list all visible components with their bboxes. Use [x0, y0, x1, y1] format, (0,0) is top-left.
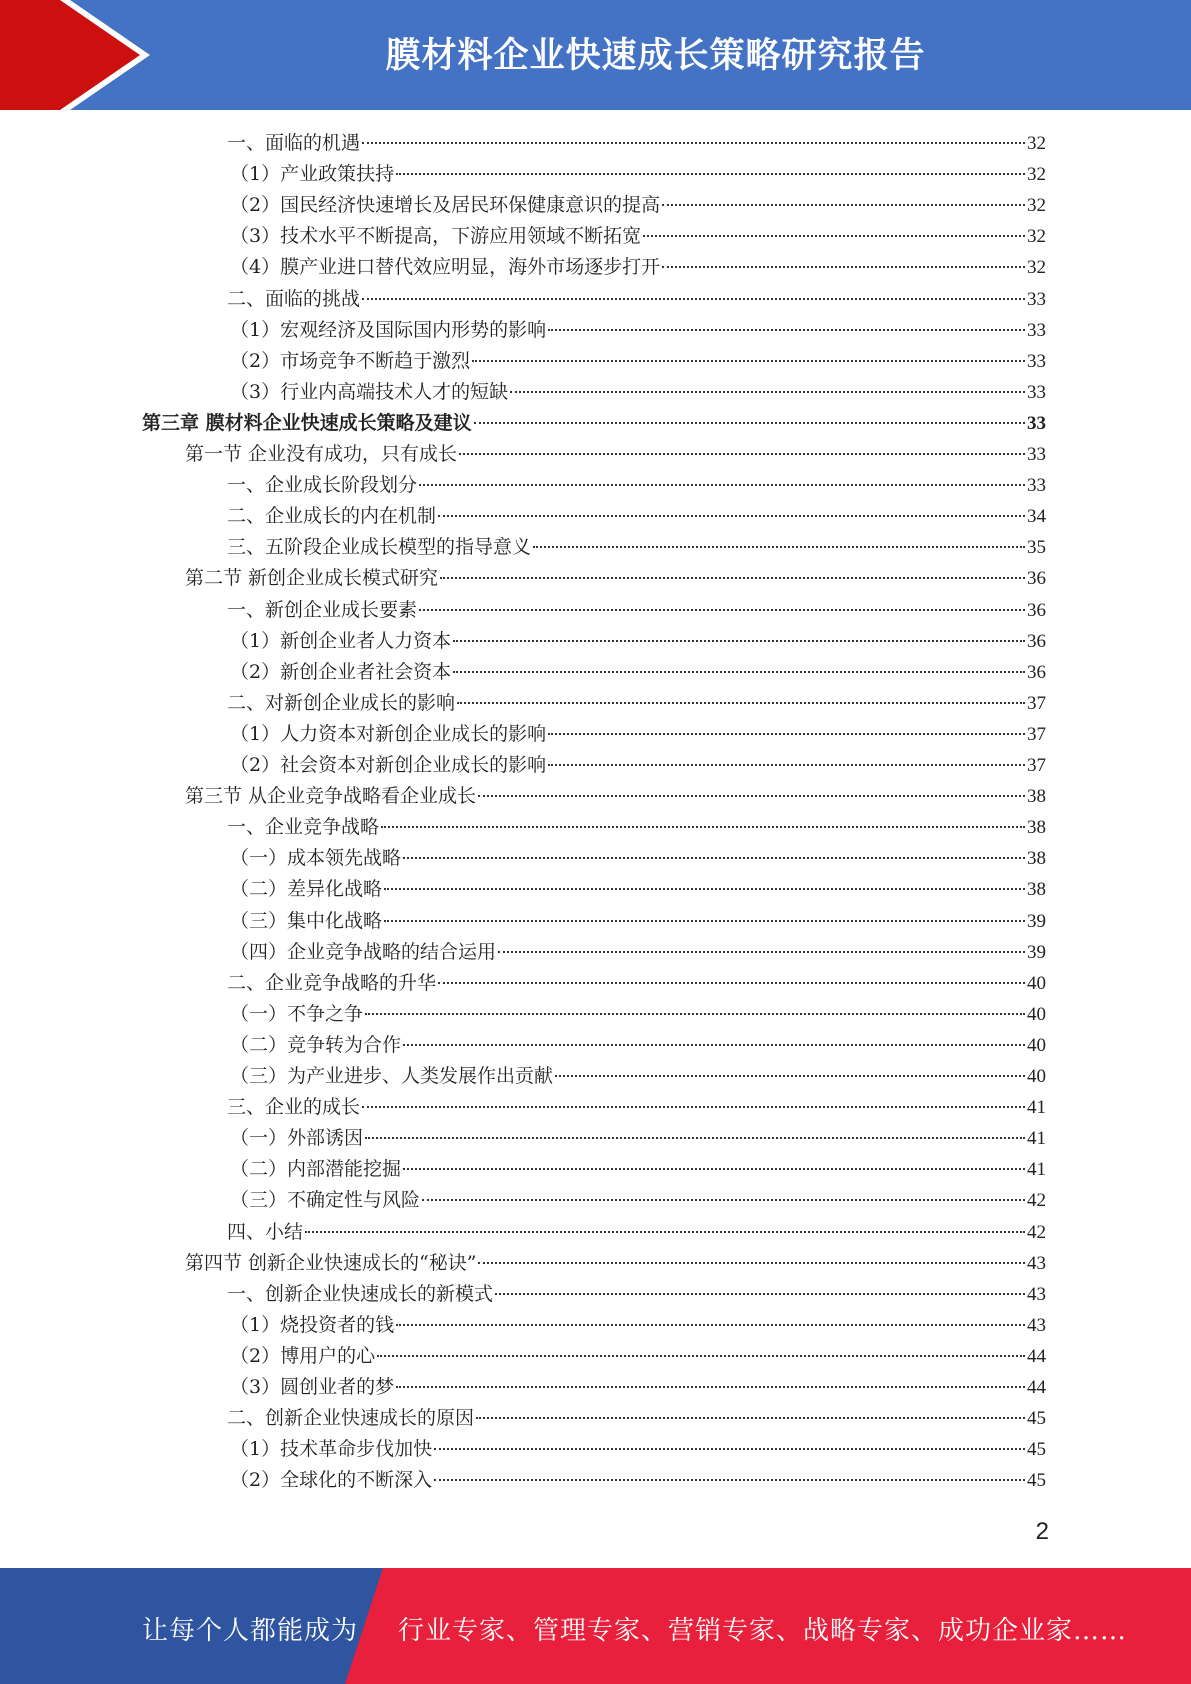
toc-entry-page: 45 — [1027, 1470, 1046, 1492]
toc-entry-label: （2）全球化的不断深入 — [230, 1469, 433, 1492]
toc-entry[interactable] — [227, 968, 1046, 999]
toc-entry-page: 33 — [1027, 319, 1046, 341]
toc-entry[interactable] — [230, 906, 1046, 937]
toc-leader-dots — [434, 1478, 1025, 1481]
toc-entry[interactable] — [230, 190, 1046, 221]
toc-entry[interactable] — [227, 1279, 1046, 1310]
toc-entry-label: 三、五阶段企业成长模型的指导意义 — [227, 536, 532, 559]
toc-entry[interactable] — [227, 128, 1046, 159]
toc-entry[interactable] — [142, 408, 1046, 439]
toc-entry[interactable] — [230, 1465, 1046, 1496]
toc-entry[interactable] — [227, 1217, 1046, 1248]
toc-leader-dots — [510, 390, 1025, 393]
toc-leader-dots — [662, 203, 1025, 206]
toc-entry[interactable] — [185, 781, 1046, 812]
toc-entry-page: 38 — [1027, 848, 1046, 870]
toc-entry-label: （1）产业政策扶持 — [230, 163, 395, 186]
toc-entry[interactable] — [230, 1030, 1046, 1061]
toc-entry-label: （二）差异化战略 — [230, 878, 383, 901]
toc-entry-label: （三）集中化战略 — [230, 909, 383, 932]
page-footer — [0, 1568, 1191, 1684]
page-header — [0, 0, 1191, 110]
toc-entry[interactable] — [185, 439, 1046, 470]
toc-entry-label: （1）技术革命步伐加快 — [230, 1438, 433, 1461]
toc-leader-dots — [478, 794, 1025, 797]
toc-entry-page: 33 — [1027, 475, 1046, 497]
toc-leader-dots — [533, 545, 1025, 548]
toc-leader-dots — [453, 670, 1025, 673]
toc-entry-label: 一、新创企业成长要素 — [227, 598, 418, 621]
toc-entry-label: （3）技术水平不断提高，下游应用领域不断拓宽 — [230, 225, 642, 248]
toc-entry[interactable] — [230, 626, 1046, 657]
toc-leader-dots — [555, 1074, 1025, 1077]
toc-entry[interactable] — [230, 159, 1046, 190]
toc-leader-dots — [643, 234, 1025, 237]
footer-slogan-right: 行业专家、管理专家、营销专家、战略专家、成功企业家…… — [398, 1616, 1128, 1646]
toc-leader-dots — [474, 421, 1025, 424]
page-number: 2 — [1035, 1518, 1049, 1545]
toc-entry-page: 33 — [1027, 381, 1046, 403]
toc-entry-page: 36 — [1027, 630, 1046, 652]
toc-entry-label: 一、企业竞争战略 — [227, 816, 380, 839]
toc-entry-page: 37 — [1027, 692, 1046, 714]
toc-entry-page: 32 — [1027, 226, 1046, 248]
toc-entry[interactable] — [230, 1154, 1046, 1185]
toc-entry[interactable] — [230, 1372, 1046, 1403]
toc-entry[interactable] — [227, 1403, 1046, 1434]
toc-entry-page: 39 — [1027, 910, 1046, 932]
toc-entry-label: （三）为产业进步、人类发展作出贡献 — [230, 1065, 554, 1087]
toc-entry-page: 37 — [1027, 755, 1046, 776]
toc-entry-label: （二）竞争转为合作 — [230, 1033, 402, 1056]
toc-leader-dots — [403, 856, 1025, 859]
toc-leader-dots — [548, 328, 1025, 331]
toc-entry-label: （三）不确定性与风险 — [230, 1189, 421, 1212]
toc-entry-page: 33 — [1027, 412, 1046, 434]
header-chevron-icon — [0, 0, 160, 110]
toc-entry-label: （一）成本领先战略 — [230, 847, 402, 870]
toc-entry[interactable] — [230, 1310, 1046, 1341]
toc-entry-label: （一）不争之争 — [230, 1002, 364, 1025]
toc-entry-label: 第三章 膜材料企业快速成长策略及建议 — [142, 411, 472, 434]
toc-entry[interactable] — [230, 750, 1046, 781]
toc-entry[interactable] — [185, 563, 1046, 594]
toc-entry-label: （4）膜产业进口替代效应明显，海外市场逐步打开 — [230, 256, 661, 279]
toc-entry-page: 33 — [1027, 444, 1046, 465]
toc-leader-dots — [438, 514, 1025, 517]
toc-entry-label: 一、面临的机遇 — [227, 132, 361, 154]
toc-leader-dots — [457, 701, 1025, 704]
toc-leader-dots — [438, 981, 1025, 984]
toc-entry-page: 45 — [1027, 1408, 1046, 1430]
toc-entry-label: 二、面临的挑战 — [227, 287, 361, 310]
toc-entry[interactable] — [227, 595, 1046, 626]
footer-slogan-left: 让每个人都能成为 — [142, 1616, 359, 1646]
toc-leader-dots — [498, 950, 1025, 953]
toc-entry-page: 42 — [1027, 1221, 1046, 1243]
toc-entry-page: 43 — [1027, 1314, 1046, 1336]
toc-entry-page: 40 — [1027, 972, 1046, 994]
toc-leader-dots — [384, 887, 1025, 890]
toc-entry-label: （1）新创企业者人力资本 — [230, 629, 452, 652]
toc-entry-page: 36 — [1027, 568, 1046, 590]
toc-leader-dots — [440, 576, 1025, 579]
toc-leader-dots — [419, 483, 1025, 486]
toc-entry[interactable] — [227, 532, 1046, 563]
toc-entry-page: 41 — [1027, 1159, 1046, 1181]
toc-leader-dots — [384, 919, 1025, 922]
toc-entry-page: 32 — [1027, 257, 1046, 279]
toc-entry[interactable] — [230, 843, 1046, 874]
toc-leader-dots — [548, 732, 1025, 735]
toc-leader-dots — [396, 1323, 1025, 1326]
toc-leader-dots — [419, 608, 1025, 611]
toc-entry[interactable] — [230, 999, 1046, 1030]
toc-leader-dots — [434, 1447, 1025, 1450]
toc-entry[interactable] — [230, 315, 1046, 346]
toc-entry-page: 44 — [1027, 1377, 1046, 1398]
toc-leader-dots — [362, 141, 1025, 144]
toc-entry[interactable] — [230, 719, 1046, 750]
toc-entry-label: 二、企业成长的内在机制 — [227, 505, 437, 528]
toc-entry-label: （3）行业内高端技术人才的短缺 — [230, 380, 509, 403]
toc-entry-label: 二、对新创企业成长的影响 — [227, 691, 456, 714]
toc-entry-label: 一、企业成长阶段划分 — [227, 474, 418, 497]
toc-entry[interactable] — [230, 1061, 1046, 1092]
toc-leader-dots — [365, 1136, 1025, 1139]
toc-entry-page: 44 — [1027, 1345, 1046, 1367]
toc-entry[interactable] — [230, 1123, 1046, 1154]
toc-entry[interactable] — [227, 688, 1046, 719]
toc-entry-page: 39 — [1027, 941, 1046, 963]
toc-leader-dots — [459, 452, 1025, 455]
toc-entry[interactable] — [230, 874, 1046, 905]
toc-leader-dots — [662, 265, 1025, 268]
toc-leader-dots — [403, 1167, 1025, 1170]
toc-entry-page: 38 — [1027, 879, 1046, 901]
toc-leader-dots — [365, 1012, 1025, 1015]
toc-entry-page: 35 — [1027, 537, 1046, 559]
toc-entry[interactable] — [227, 812, 1046, 843]
toc-entry-label: 第四节 创新企业快速成长的“秘诀” — [185, 1251, 477, 1274]
toc-entry-label: 三、企业的成长 — [227, 1096, 361, 1119]
toc-entry-label: 第二节 新创企业成长模式研究 — [185, 567, 439, 590]
toc-leader-dots — [478, 1261, 1025, 1264]
toc-entry[interactable] — [230, 657, 1046, 688]
toc-leader-dots — [472, 359, 1025, 362]
toc-entry-label: （1）宏观经济及国际国内形势的影响 — [230, 318, 547, 341]
toc-entry[interactable] — [185, 1248, 1046, 1279]
toc-entry-label: （2）新创企业者社会资本 — [230, 660, 452, 683]
toc-entry-page: 40 — [1027, 1066, 1046, 1087]
toc-leader-dots — [495, 1292, 1025, 1295]
toc-entry-page: 45 — [1027, 1439, 1046, 1461]
toc-leader-dots — [305, 1230, 1025, 1233]
toc-entry-label: （二）内部潜能挖掘 — [230, 1158, 402, 1181]
toc-entry[interactable] — [230, 937, 1046, 968]
toc-entry[interactable] — [227, 1092, 1046, 1123]
toc-entry-label: （3）圆创业者的梦 — [230, 1376, 395, 1398]
toc-entry-page: 32 — [1027, 195, 1046, 217]
toc-entry-page: 37 — [1027, 723, 1046, 745]
toc-entry-label: （2）博用户的心 — [230, 1344, 376, 1367]
toc-entry[interactable] — [227, 501, 1046, 532]
toc-entry-page: 43 — [1027, 1283, 1046, 1305]
toc-entry-label: （2）市场竞争不断趋于激烈 — [230, 349, 471, 372]
toc-leader-dots — [548, 763, 1025, 766]
toc-entry[interactable] — [230, 1434, 1046, 1465]
toc-entry-label: （四）企业竞争战略的结合运用 — [230, 940, 497, 963]
toc-entry[interactable] — [230, 346, 1046, 377]
toc-entry-label: （2）国民经济快速增长及居民环保健康意识的提高 — [230, 194, 661, 217]
toc-entry-page: 40 — [1027, 1034, 1046, 1056]
toc-entry[interactable] — [230, 1185, 1046, 1216]
toc-entry-label: 二、创新企业快速成长的原因 — [227, 1407, 475, 1430]
toc-entry-label: （2）社会资本对新创企业成长的影响 — [230, 754, 547, 776]
toc-entry-label: 四、小结 — [227, 1220, 304, 1243]
toc-entry[interactable] — [230, 252, 1046, 283]
toc-leader-dots — [362, 297, 1025, 300]
toc-entry-label: 二、企业竞争战略的升华 — [227, 971, 437, 994]
toc-leader-dots — [377, 1354, 1025, 1357]
toc-entry[interactable] — [230, 221, 1046, 252]
toc-leader-dots — [362, 1105, 1025, 1108]
toc-entry-page: 40 — [1027, 1003, 1046, 1025]
toc-entry-page: 43 — [1027, 1252, 1046, 1274]
toc-entry-page: 36 — [1027, 599, 1046, 621]
toc-entry-label: （1）烧投资者的钱 — [230, 1313, 395, 1336]
toc-entry[interactable] — [230, 1341, 1046, 1372]
toc-leader-dots — [422, 1198, 1025, 1201]
toc-entry-label: 一、创新企业快速成长的新模式 — [227, 1282, 494, 1305]
toc-entry[interactable] — [230, 377, 1046, 408]
toc-entry-page: 42 — [1027, 1190, 1046, 1212]
toc-entry-page: 32 — [1027, 164, 1046, 186]
toc-leader-dots — [396, 1385, 1025, 1388]
toc-leader-dots — [396, 172, 1025, 175]
toc-entry-page: 41 — [1027, 1097, 1046, 1119]
toc-entry-page: 38 — [1027, 817, 1046, 839]
toc-entry-page: 33 — [1027, 350, 1046, 372]
toc-leader-dots — [476, 1416, 1025, 1419]
toc-entry[interactable] — [227, 284, 1046, 315]
toc-entry-page: 33 — [1027, 288, 1046, 310]
toc-leader-dots — [403, 1043, 1025, 1046]
toc-entry-page: 38 — [1027, 786, 1046, 808]
toc-entry-page: 36 — [1027, 661, 1046, 683]
toc-entry-label: （1）人力资本对新创企业成长的影响 — [230, 722, 547, 745]
toc-entry-label: （一）外部诱因 — [230, 1127, 364, 1150]
toc-leader-dots — [381, 825, 1025, 828]
toc-entry-page: 41 — [1027, 1128, 1046, 1150]
toc-entry-page: 34 — [1027, 506, 1046, 528]
toc-entry[interactable] — [227, 470, 1046, 501]
toc-leader-dots — [453, 639, 1025, 642]
toc-entry-label: 第三节 从企业竞争战略看企业成长 — [185, 785, 477, 808]
toc-entry-label: 第一节 企业没有成功，只有成长 — [185, 443, 458, 465]
page-title: 膜材料企业快速成长策略研究报告 — [385, 36, 926, 76]
toc-entry-page: 32 — [1027, 133, 1046, 154]
